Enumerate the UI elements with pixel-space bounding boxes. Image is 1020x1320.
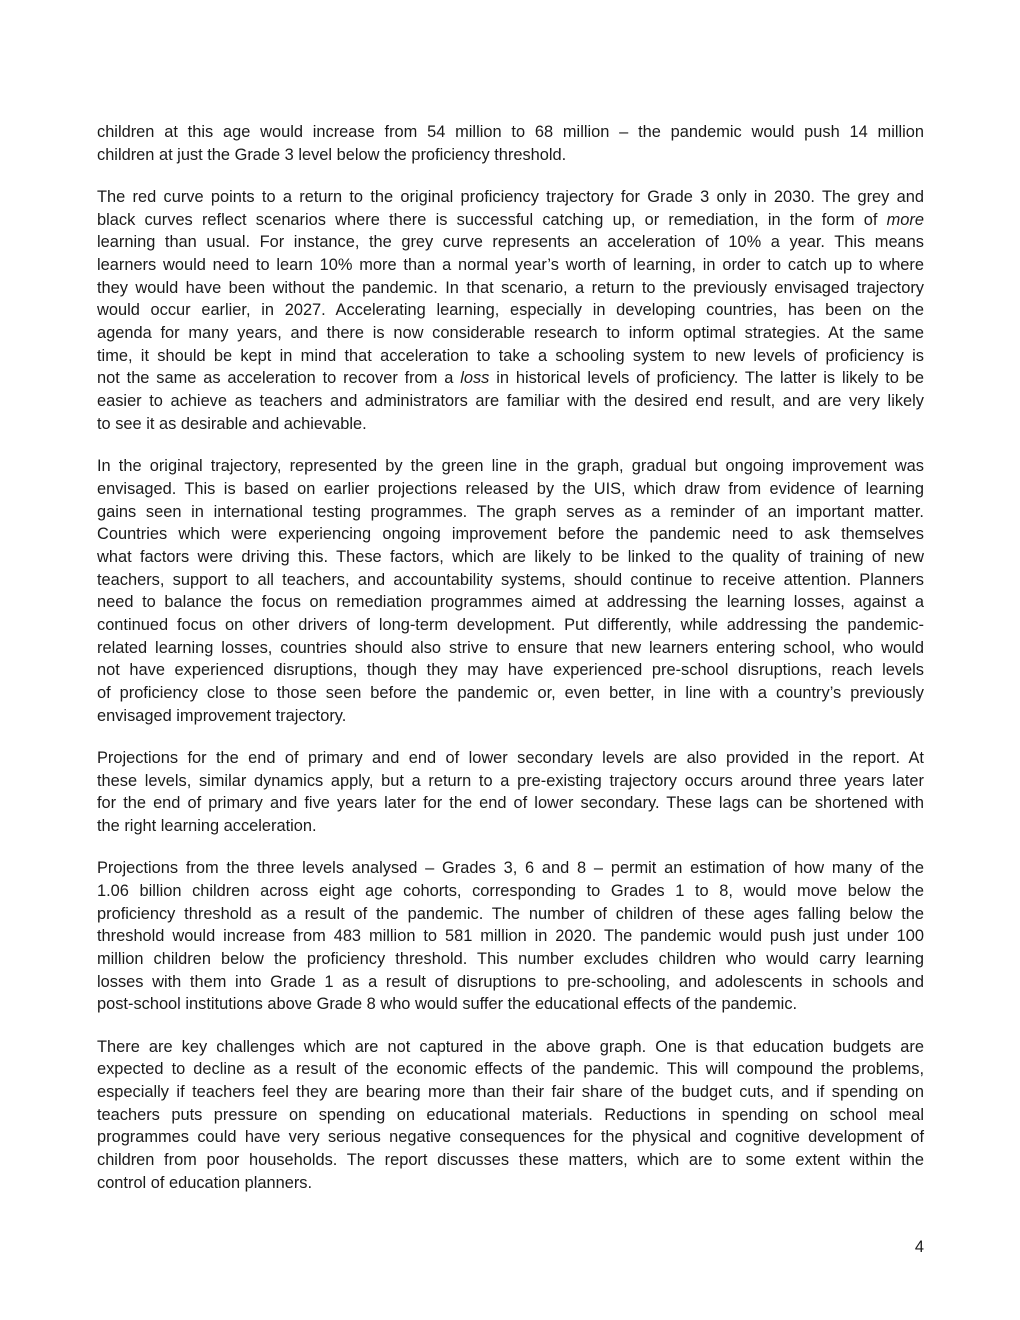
text-line: especially if teachers feel they are bearing more than their fair share of the budget cuts, and if spending on — [97, 1083, 924, 1102]
text-line: envisaged improvement trajectory. — [97, 706, 347, 725]
text-line: what factors were driving this. These factors, which are likely to be linked to the quality of training of new — [97, 547, 924, 566]
text-line: need to balance the focus on remediation programmes aimed at addressing the learning losses, against a — [97, 593, 924, 612]
text-line: gains seen in international testing programmes. The graph serves as a reminder of an important matter. — [97, 502, 924, 521]
text-line: 1.06 billion children across eight age cohorts, corresponding to Grades 1 to 8, would move below the — [97, 882, 924, 900]
text-line: control of education planners. — [97, 1173, 313, 1192]
text-line: Projections for the end of primary and end of lower secondary levels are also provided in the report. At — [97, 748, 924, 767]
text-line: learners would need to learn 10% more than a normal year’s worth of learning, in order to catch up to where — [97, 256, 924, 275]
text-line: teachers, support to all teachers, and accountability systems, should continue to receive attention. Planners — [97, 570, 924, 589]
text-line: time, it should be kept in mind that acceleration to take a schooling system to new levels of proficiency is — [97, 346, 924, 365]
text-line: related learning losses, countries should also strive to ensure that new learners entering school, who would — [97, 638, 924, 657]
text-line: losses with them into Grade 1 as a result of disruptions to pre-schooling, and adolescents in schools and — [97, 972, 924, 991]
text-line — [97, 209, 924, 232]
text-line: envisaged. This is based on earlier projections released by the UIS, which draw from evidence of learning — [97, 479, 924, 498]
text-line: the right learning acceleration. — [97, 817, 317, 836]
text-line: teachers puts pressure on spending on educational materials. Reductions in spending on school meal — [97, 1105, 924, 1124]
text-line: of proficiency close to those seen before the pandemic or, even better, in line with a country’s previously — [97, 684, 924, 702]
text-segment: not the same as acceleration to recover from a — [97, 369, 461, 388]
text-line: for the end of primary and five years later for the end of lower secondary. These lags can be shortened with — [97, 794, 924, 813]
text-line: they would have been without the pandemic. In that scenario, a return to the previously envisaged trajectory — [97, 278, 924, 297]
text-line: post-school institutions above Grade 8 who would suffer the educational effects of the pandemic. — [97, 995, 798, 1014]
text-line: threshold would increase from 483 million to 581 million in 2020. The pandemic would push just under 100 — [97, 927, 924, 946]
text-line: Countries which were experiencing ongoing improvement before the pandemic need to ask themselves — [97, 525, 924, 544]
text-segment: in historical levels of proficiency. The latter is likely to be — [489, 369, 924, 388]
text-line: Projections from the three levels analysed – Grades 3, 6 and 8 – permit an estimation of how many of the — [97, 859, 924, 878]
text-line: proficiency threshold as a result of the pandemic. The number of children of these ages falling below the — [97, 904, 924, 923]
text-segment: black curves reflect scenarios where there is successful catching up, or remediation, in the form of — [97, 210, 887, 229]
paragraph — [97, 121, 924, 166]
paragraph — [97, 1036, 924, 1195]
text-line: would occur earlier, in 2027. Accelerating learning, especially in developing countries, has been on the — [97, 301, 924, 320]
text-line: million children below the proficiency threshold. This number excludes children who would carry learning — [97, 950, 924, 969]
document-body — [97, 121, 924, 1214]
text-line: easier to achieve as teachers and administrators are familiar with the desired end result, and are very likely — [97, 392, 924, 411]
text-line — [97, 367, 924, 390]
italic-text: loss — [460, 369, 490, 388]
page-number: 4 — [914, 1238, 924, 1256]
italic-text: more — [886, 210, 924, 229]
text-line: continued focus on other drivers of long-term development. Put differently, while addressing the pandemic- — [97, 615, 924, 634]
text-line: learning than usual. For instance, the grey curve represents an acceleration of 10% a year. This means — [97, 233, 924, 252]
paragraph — [97, 747, 924, 838]
text-line: to see it as desirable and achievable. — [97, 414, 367, 433]
text-line: these levels, similar dynamics apply, but a return to a pre-existing trajectory occurs around three years later — [97, 771, 924, 790]
text-line: children at just the Grade 3 level below the proficiency threshold. — [97, 145, 567, 164]
text-line: In the original trajectory, represented by the green line in the graph, gradual but ongoing improvement was — [97, 457, 924, 476]
text-line: programmes could have very serious negative consequences for the physical and cognitive development of — [97, 1128, 924, 1147]
paragraph — [97, 455, 924, 727]
paragraph — [97, 186, 924, 436]
paragraph — [97, 857, 924, 1016]
text-line: children at this age would increase from 54 million to 68 million – the pandemic would push 14 million — [97, 123, 924, 141]
text-line: not have experienced disruptions, though they may have experienced pre-school disruptions, reach levels — [97, 661, 924, 680]
text-line: children from poor households. The report discusses these matters, which are to some extent within the — [97, 1151, 924, 1170]
text-line: agenda for many years, and there is now considerable research to inform optimal strategies. At the same — [97, 324, 924, 343]
text-line: The red curve points to a return to the original proficiency trajectory for Grade 3 only in 2030. The grey and — [97, 187, 924, 206]
text-line: expected to decline as a result of the economic effects of the pandemic. This will compound the problems, — [97, 1060, 924, 1079]
text-line: There are key challenges which are not captured in the above graph. One is that education budgets are — [97, 1037, 924, 1056]
